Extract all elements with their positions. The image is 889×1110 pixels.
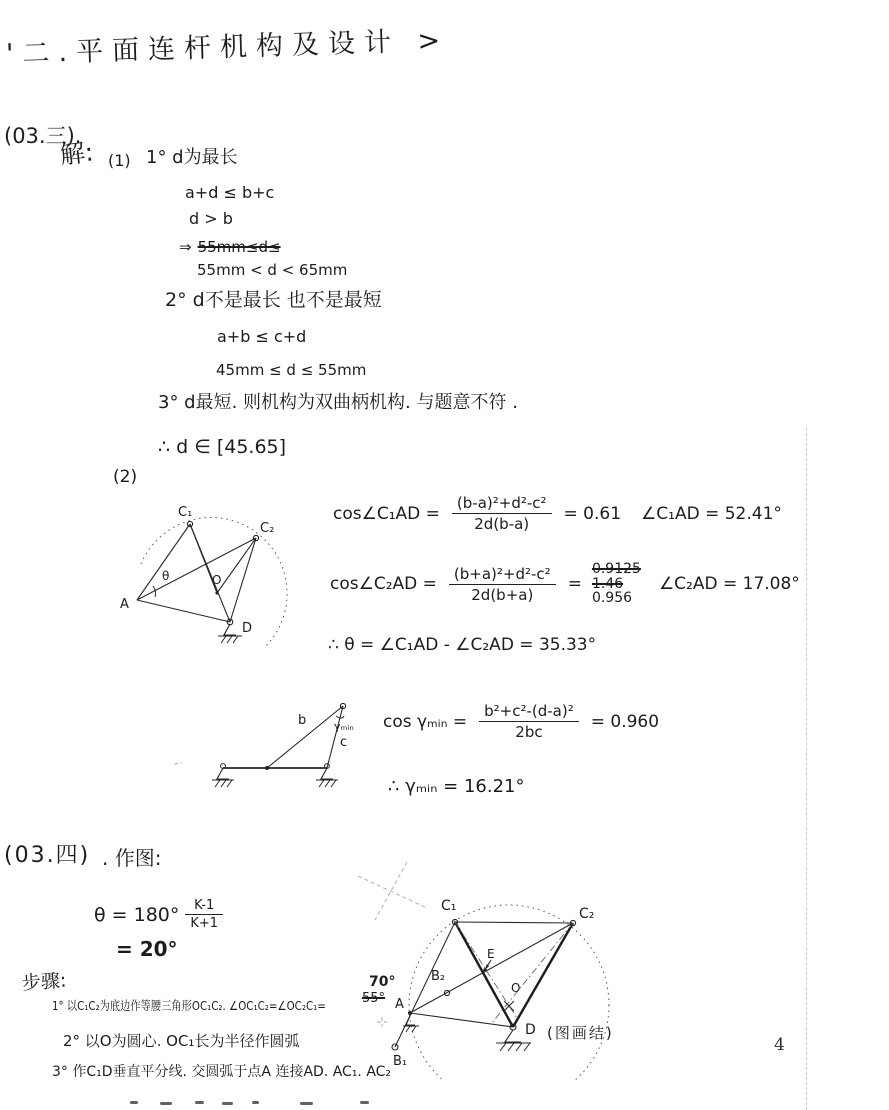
eq-c1ad-numerator: (b-a)²+d²-c² bbox=[452, 494, 552, 514]
diagram1-label-d: D bbox=[242, 621, 253, 636]
diagram3-label-e: E bbox=[487, 947, 495, 961]
eq-c2ad-equals: = bbox=[567, 574, 582, 595]
eq-c2ad-struck-value1: 0.9125 bbox=[591, 561, 641, 577]
eq-gamma-numerator: b²+c²-(d-a)² bbox=[479, 702, 579, 722]
eq-gamma-denominator: 2bc bbox=[515, 723, 543, 741]
case1-head: 1° d为最长 bbox=[146, 147, 238, 168]
part2-label: (2) bbox=[113, 467, 138, 487]
step-2: 2° 以O为圆心. OC₁长为半径作圆弧 bbox=[63, 1032, 300, 1050]
diagram3-note: (图画结) bbox=[547, 1024, 614, 1042]
step-1: 1° 以C₁C₂为底边作等腰三角形OC₁C₂. ∠OC₁C₂=∠OC₂C₁= bbox=[52, 998, 326, 1013]
diagram2-label-gamma: γₘᵢₙ bbox=[334, 720, 354, 733]
eq-c1ad-value: = 0.61 bbox=[563, 503, 622, 524]
eq-gamma-lhs: cos γₘᵢₙ = bbox=[383, 711, 468, 732]
diagram1-label-theta: θ bbox=[162, 569, 170, 583]
diagram1-label-a: A bbox=[120, 597, 129, 612]
diagram1-joints bbox=[187, 521, 258, 624]
diagram-min-transmission-angle bbox=[168, 692, 380, 820]
theta-value: = 20° bbox=[116, 937, 178, 961]
eq-c2ad-denominator: 2d(b+a) bbox=[471, 585, 534, 604]
sec1-conclusion: ∴ d ∈ [45.65] bbox=[158, 436, 287, 458]
diagram3-label-c2: C₂ bbox=[579, 906, 595, 922]
case1-result: 55mm < d < 65mm bbox=[197, 261, 348, 279]
diagram1-label-c1: C₁ bbox=[178, 505, 193, 520]
diagram3-label-b1: B₁ bbox=[393, 1054, 408, 1069]
diagram3-label-b2: B₂ bbox=[431, 969, 446, 984]
equation-gamma bbox=[383, 702, 659, 741]
problem1-label: (03.三). bbox=[4, 124, 82, 148]
implies-arrow: ⇒ bbox=[179, 238, 192, 256]
diagram3-label-c1: C₁ bbox=[441, 898, 457, 914]
page-title: '二.平面连杆机构及设计 > bbox=[5, 25, 450, 70]
diagram1-label-c2: C₂ bbox=[260, 521, 275, 536]
theta-formula-lhs: θ = 180° bbox=[94, 903, 180, 926]
case2-result: 45mm ≤ d ≤ 55mm bbox=[216, 361, 367, 379]
theta-frac-num: K-1 bbox=[185, 898, 223, 915]
eq-c2ad-result: ∠C₂AD = 17.08° bbox=[658, 574, 800, 595]
case3-head: 3° d最短. 则机构为双曲柄机构. 与题意不符 . bbox=[158, 392, 518, 413]
diagram2-stray-marks bbox=[174, 763, 182, 764]
case2-head: 2° d不是最长 也不是最短 bbox=[165, 289, 382, 311]
theta-frac-den: K+1 bbox=[190, 916, 219, 931]
eq-c2ad-struck-value2: 1.46 bbox=[591, 575, 624, 592]
solve-mark: 解: bbox=[58, 137, 95, 170]
diagram2-label-b: b bbox=[298, 713, 307, 728]
case1-derivation bbox=[179, 238, 281, 256]
theta-formula bbox=[94, 898, 225, 931]
equation-c1ad bbox=[333, 494, 782, 533]
diagram3-ground-A bbox=[403, 1016, 419, 1032]
diagram1-ground-D bbox=[218, 624, 242, 643]
case1-eq1: a+d ≤ b+c bbox=[185, 183, 275, 202]
eq-c1ad-lhs: cos∠C₁AD = bbox=[333, 503, 440, 524]
equation-c2ad bbox=[330, 562, 800, 606]
step-3: 3° 作C₁D垂直平分线. 交圆弧于点A 连接AD. AC₁. AC₂ bbox=[52, 1064, 392, 1080]
page-number: 4 bbox=[774, 1035, 785, 1055]
eq-gamma-value: = 0.960 bbox=[590, 711, 660, 732]
gamma-result: ∴ γₘᵢₙ = 16.21° bbox=[388, 776, 525, 797]
diagram2-label-c: c bbox=[340, 735, 348, 750]
eq-c1ad-denominator: 2d(b-a) bbox=[474, 515, 530, 533]
part1-label: (1) bbox=[108, 151, 131, 170]
problem2-sub: . 作图: bbox=[102, 846, 162, 870]
eq-c2ad-final-value: 0.956 bbox=[591, 590, 633, 607]
case1-struck-text: 55mm≤d≤ bbox=[197, 238, 281, 256]
diagram1-label-o: O bbox=[212, 573, 222, 587]
diagram3-label-a: A bbox=[395, 997, 404, 1012]
eq-c2ad-lhs: cos∠C₂AD = bbox=[330, 574, 437, 595]
diagram-graphical-construction bbox=[353, 862, 653, 1080]
step-1-corrected-value: 70° bbox=[369, 974, 396, 990]
problem2-label: (03.四) bbox=[4, 843, 91, 868]
diagram3-construction-lines bbox=[455, 922, 573, 1024]
steps-heading: 步骤: bbox=[21, 969, 68, 995]
scan-edge-line bbox=[806, 428, 807, 1110]
diagram1-links bbox=[137, 524, 256, 622]
step-1-struck-value: 55° bbox=[362, 991, 386, 1006]
diagram3-locus-circle bbox=[409, 905, 609, 1080]
eq-c1ad-result: ∠C₁AD = 52.41° bbox=[641, 503, 782, 524]
equation-theta-result: ∴ θ = ∠C₁AD - ∠C₂AD = 35.33° bbox=[328, 635, 597, 655]
case2-eq1: a+b ≤ c+d bbox=[217, 327, 307, 346]
diagram2-links bbox=[223, 706, 343, 768]
case1-eq2: d > b bbox=[189, 209, 233, 228]
diagram-linkage-extreme-positions bbox=[108, 488, 316, 660]
diagram3-label-o: O bbox=[511, 981, 521, 995]
eq-c2ad-numerator: (b+a)²+d²-c² bbox=[449, 565, 556, 585]
diagram3-label-d: D bbox=[525, 1022, 536, 1038]
